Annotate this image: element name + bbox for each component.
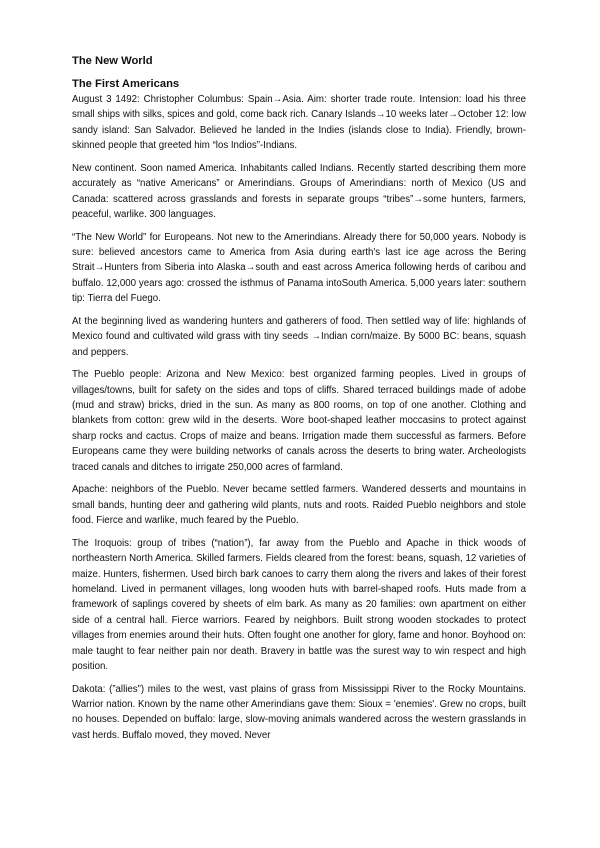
paragraph-hunters-gatherers: At the beginning lived as wandering hunters and gatherers of food. Then settled way of life: highlands of Mexico found and cultivated wild grass with tiny seeds →Indian corn/maize. By 5000 BC: beans, squash and peppers.: [72, 315, 526, 358]
section-title: The First Americans: [72, 78, 180, 90]
paragraph-iroquois: The Iroquois: group of tribes (“nation”), far away from the Pueblo and Apache in thick woods of northeastern North America. Skilled farmers. Fields cleared from the forest: beans, squash, 12 varieties of maize. Hunters, fishermen. Used birch bark canoes to carry them along the rivers and lakes of their forest homeland. Lived in permanent villages, long wooden huts with barrel-shaped roofs. Huts made from a framework of saplings covered by sheets of elm bark. As many as 20 families: own apartment on either side of a central hall. Fierce warriors. Feared by neighbors. Built strong wooden stockades to protect villages from enemies around their huts. Often fought one another for glory, fame and honor. Boyhood on: male taught to fear neither pain nor death. Bravery in battle was the surest way to win respect and high position.: [72, 537, 526, 672]
document-title: The New World: [72, 55, 153, 67]
paragraph-new-world: “The New World” for Europeans. Not new to the Amerindians. Already there for 50,000 years. Nobody is sure: believed ancestors came to America from Asia during earth's last ice age across the Bering Strait→Hunters from Siberia into Alaska→south and east across America following herds of caribou and buffalo. 12,000 years ago: crossed the isthmus of Panama intoSouth America. 5,000 years later: southern tip: Tierra del Fuego.: [72, 231, 526, 305]
paragraph-dakota: Dakota: (”allies”) miles to the west, vast plains of grass from Mississippi River to the Rocky Mountains. Warrior nation. Known by the name other Amerindians gave them: Sioux = 'enemies'. Grew no crops, built no houses. Depended on buffalo: large, slow-moving animals wandered across the western grasslands in vast herds. Buffalo moved, they moved. Never: [72, 683, 526, 741]
document-page: [72, 54, 526, 750]
paragraph-pueblo: The Pueblo people: Arizona and New Mexico: best organized farming peoples. Lived in groups of villages/towns, built for safety on the sides and tops of cliffs. Shared terraced buildings made of adobe (mud and straw) bricks, dried in the sun. As many as 800 rooms, on top of one another. Clothing and blankets from cotton: grew wild in the deserts. Wore boot-shaped leather moccasins to protect against sharp rocks and cactus. Crops of maize and beans. Irrigation made them successful as farmers. Before Europeans came they were building networks of canals across the deserts to bring water. Archeologists traced canals and ditches to irrigate 250,000 acres of farmland.: [72, 369, 526, 473]
paragraph-new-continent: New continent. Soon named America. Inhabitants called Indians. Recently started describing them more accurately as “native Americans” or Amerindians. Groups of Amerindians: north of Mexico (US and Canada: scattered across grasslands and forests in separate groups “tribes”→some hunters, farmers, peaceful, warlike. 300 languages.: [72, 162, 526, 221]
paragraph-apache: Apache: neighbors of the Pueblo. Never became settled farmers. Wandered desserts and mountains in small bands, hunting deer and gathering wild plants, nuts and roots. Raided Pueblo neighbors and stole food. Fierce and warlike, much feared by the Pueblo.: [72, 484, 526, 527]
paragraph-columbus: August 3 1492: Christopher Columbus: Spain→Asia. Aim: shorter trade route. Intension: load his three small ships with silks, spices and gold, come back rich. Canary Islands→10 weeks later→October 12: low sandy island: San Salvador. Believed he landed in the Indies (islands close to India). Friendly, brown-skinned people that greeted him “los Indios”-Indians.: [72, 94, 526, 152]
